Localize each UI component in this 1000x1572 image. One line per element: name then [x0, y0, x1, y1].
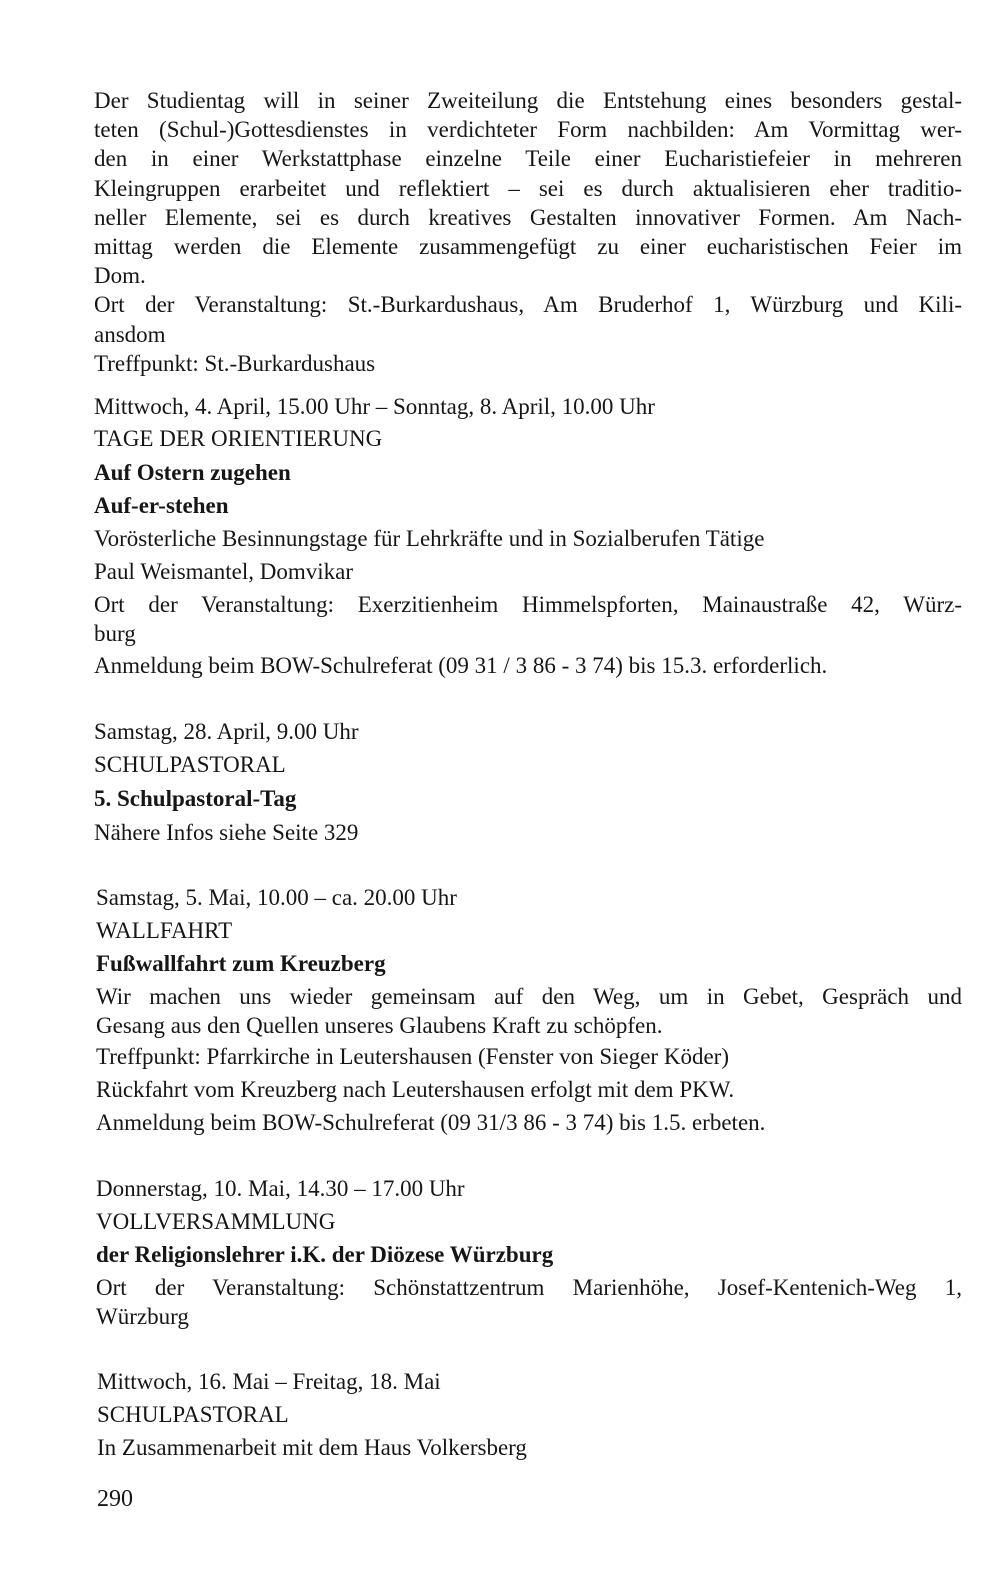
event-title: Auf Ostern zugehen — [94, 460, 291, 485]
intro-line: teten (Schul-)Gottesdienstes in verdichteter Form nachbilden: Am Vormittag wer- — [94, 117, 962, 143]
intro-meeting-point: Treffpunkt: St.-Burkardushaus — [94, 350, 376, 376]
event-location-line: Ort der Veranstaltung: Exerzitienheim Himmelspforten, Mainaustraße 42, Würz- — [94, 592, 962, 617]
event-date: Mittwoch, 16. Mai – Freitag, 18. Mai — [97, 1369, 441, 1394]
event-meeting-point: Treffpunkt: Pfarrkirche in Leutershausen (Fenster von Sieger Köder) — [96, 1044, 729, 1069]
event-registration: Anmeldung beim BOW-Schulreferat (09 31 / 3 86 - 3 74) bis 15.3. erforderlich. — [94, 653, 828, 678]
event-info: Nähere Infos siehe Seite 329 — [94, 820, 359, 845]
event-category: VOLLVERSAMMLUNG — [96, 1209, 336, 1234]
event-title: 5. Schulpastoral-Tag — [94, 786, 297, 811]
event-category: SCHULPASTORAL — [97, 1402, 289, 1427]
event-category: TAGE DER ORIENTIERUNG — [94, 426, 383, 451]
event-info: In Zusammenarbeit mit dem Haus Volkersberg — [97, 1435, 527, 1460]
event-return-trip: Rückfahrt vom Kreuzberg nach Leutershausen erfolgt mit dem PKW. — [96, 1077, 735, 1102]
event-description-line: Gesang aus den Quellen unseres Glaubens Kraft zu schöpfen. — [96, 1013, 663, 1038]
event-date: Samstag, 5. Mai, 10.00 – ca. 20.00 Uhr — [96, 885, 457, 910]
event-category: WALLFAHRT — [96, 918, 233, 943]
event-title: der Religionslehrer i.K. der Diözese Würzburg — [96, 1242, 554, 1267]
intro-line: Dom. — [94, 263, 146, 289]
intro-paragraph — [94, 86, 962, 378]
event-location-line: burg — [94, 621, 136, 646]
event-location-line: Ort der Veranstaltung: Schönstattzentrum Marienhöhe, Josef-Kentenich-Weg 1, — [96, 1275, 962, 1300]
intro-line: den in einer Werkstattphase einzelne Teile einer Eucharistiefeier in mehreren — [94, 146, 962, 172]
intro-line: mittag werden die Elemente zusammengefügt zu einer eucharistischen Feier im — [94, 234, 962, 260]
event-title: Fußwallfahrt zum Kreuzberg — [96, 951, 386, 976]
intro-line: neller Elemente, sei es durch kreatives Gestalten innovativer Formen. Am Nach- — [94, 204, 962, 230]
event-category: SCHULPASTORAL — [94, 752, 286, 777]
event-date: Samstag, 28. April, 9.00 Uhr — [94, 719, 359, 744]
intro-line: Der Studientag will in seiner Zweiteilung die Entstehung eines besonders gestal- — [94, 88, 962, 113]
event-description-line: Wir machen uns wieder gemeinsam auf den Weg, um in Gebet, Gespräch und — [96, 984, 962, 1009]
intro-location-line: ansdom — [94, 321, 166, 347]
intro-line: Kleingruppen erarbeitet und reflektiert – sei es durch aktualisieren eher traditio- — [94, 175, 962, 201]
event-date: Mittwoch, 4. April, 15.00 Uhr – Sonntag, 8. April, 10.00 Uhr — [94, 394, 655, 419]
page-number: 290 — [97, 1486, 133, 1512]
intro-location-line: Ort der Veranstaltung: St.-Burkardushaus, Am Bruderhof 1, Würzburg und Kili- — [94, 292, 962, 318]
event-location-line: Würzburg — [96, 1304, 189, 1329]
event-description: Vorösterliche Besinnungstage für Lehrkräfte und in Sozialberufen Tätige — [94, 526, 765, 551]
event-date: Donnerstag, 10. Mai, 14.30 – 17.00 Uhr — [96, 1176, 465, 1201]
event-subtitle: Auf-er-stehen — [94, 493, 229, 518]
event-speaker: Paul Weismantel, Domvikar — [94, 559, 353, 584]
event-registration: Anmeldung beim BOW-Schulreferat (09 31/3 86 - 3 74) bis 1.5. erbeten. — [96, 1110, 766, 1135]
